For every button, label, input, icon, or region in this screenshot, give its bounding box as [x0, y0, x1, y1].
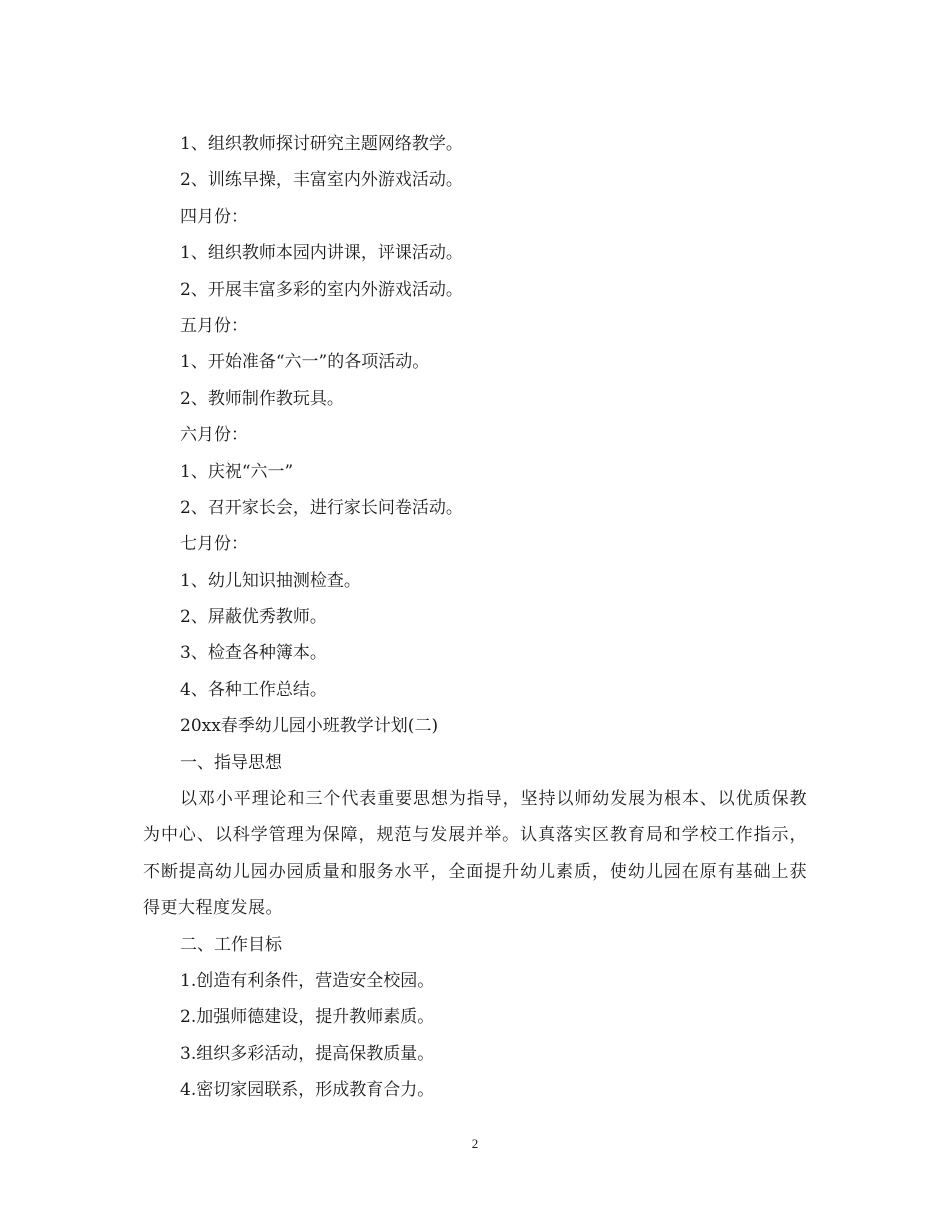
- section-title: 20xx春季幼儿园小班教学计划(二): [180, 716, 439, 737]
- section-heading: 二、工作目标: [180, 934, 282, 955]
- text-line: 1、组织教师探讨研究主题网络教学。: [180, 134, 463, 154]
- text-line: 1、庆祝“六一”: [180, 461, 294, 482]
- month-heading: 六月份：: [180, 425, 248, 446]
- text-line: 1、开始准备“六一”的各项活动。: [180, 352, 430, 373]
- text-line: 2、屏蔽优秀教师。: [180, 607, 327, 628]
- page-number: 2: [471, 1136, 479, 1151]
- text-line: 2、开展丰富多彩的室内外游戏活动。: [180, 279, 463, 300]
- text-line: 2.加强师德建设，提升教师素质。: [180, 1007, 435, 1028]
- month-heading: 四月份：: [180, 206, 248, 227]
- body-paragraph: 以邓小平理论和三个代表重要思想为指导，坚持以师幼发展为根本、以优质保教为中心、以科学管理为保障，规范与发展并举。认真落实区教育局和学校工作指示，不断提高幼儿园办园质量和服务水平，全面提升幼儿素质，使幼儿园在原有基础上获得更大程度发展。: [143, 789, 807, 919]
- text-line: 2、教师制作教玩具。: [180, 388, 344, 409]
- text-line: 3、检查各种簿本。: [180, 643, 327, 664]
- text-line: 4.密切家园联系，形成教育合力。: [180, 1080, 435, 1101]
- text-line: 4、各种工作总结。: [180, 679, 327, 700]
- text-line: 3.组织多彩活动，提高保教质量。: [180, 1043, 435, 1064]
- month-heading: 七月份：: [180, 534, 248, 555]
- text-line: 1.创造有利条件，营造安全校园。: [180, 971, 435, 992]
- section-heading: 一、指导思想: [180, 752, 282, 773]
- document-body: [143, 126, 807, 1109]
- text-line: 2、训练早操，丰富室内外游戏活动。: [180, 170, 463, 191]
- month-heading: 五月份：: [180, 315, 248, 336]
- text-line: 1、幼儿知识抽测检查。: [180, 570, 361, 591]
- text-line: 1、组织教师本园内讲课，评课活动。: [180, 243, 463, 264]
- text-line: 2、召开家长会，进行家长问卷活动。: [180, 497, 463, 518]
